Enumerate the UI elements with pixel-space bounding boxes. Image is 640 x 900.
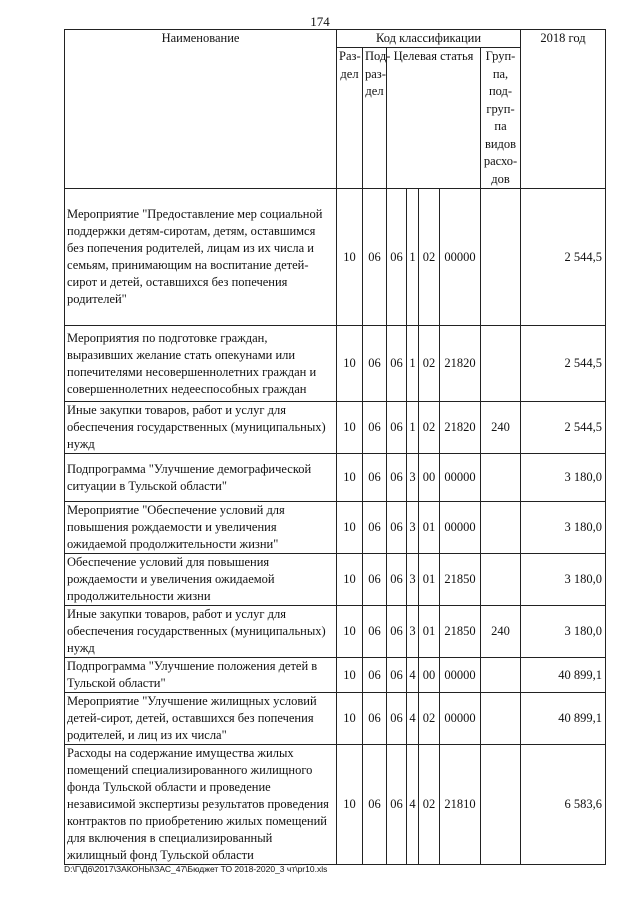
row-section: 10 [337,554,363,606]
row-target-part-2: 4 [407,658,419,693]
row-subsection: 06 [363,658,387,693]
row-target-part-4: 00000 [440,454,481,502]
row-group: 240 [481,606,521,658]
row-amount: 2 544,5 [521,326,606,402]
row-target-part-3: 02 [419,402,440,454]
header-subsection: Под- раз- дел [363,48,387,189]
row-section: 10 [337,606,363,658]
row-subsection: 06 [363,326,387,402]
row-group [481,502,521,554]
row-target-part-4: 00000 [440,502,481,554]
row-name: Обеспечение условий для повышения рождаемости и увеличения ожидаемой продолжительности жизни [65,554,337,606]
row-target-part-4: 21820 [440,402,481,454]
row-target-part-3: 02 [419,189,440,326]
row-target-part-4: 21810 [440,745,481,865]
table-row [65,326,606,402]
row-group: 240 [481,402,521,454]
row-group [481,658,521,693]
row-name: Подпрограмма "Улучшение демографической ситуации в Тульской области" [65,454,337,502]
row-name: Мероприятие "Улучшение жилищных условий детей-сирот, детей, оставшихся без попечения родителей, и лиц из их числа" [65,693,337,745]
row-target-part-1: 06 [387,606,407,658]
row-name: Мероприятие "Предоставление мер социальной поддержки детям-сиротам, детям, оставшимся без попечения родителей, лицам из их числа и семьям, принимающим на воспитание детей-сирот и детей, оставшихся без попечения родителей" [65,189,337,326]
row-name: Расходы на содержание имущества жилых помещений специализированного жилищного фонда Тульской области и проведение независимой экспертизы результатов проведения контрактов по приобретению жилых помещений для включения в специализированный жилищный фонд Тульской области [65,745,337,865]
row-amount: 3 180,0 [521,554,606,606]
row-amount: 40 899,1 [521,693,606,745]
row-target-part-2: 1 [407,326,419,402]
row-target-part-3: 00 [419,658,440,693]
row-subsection: 06 [363,606,387,658]
row-subsection: 06 [363,554,387,606]
row-target-part-4: 00000 [440,189,481,326]
row-section: 10 [337,326,363,402]
row-name: Мероприятия по подготовке граждан, выразивших желание стать опекунами или попечителями несовершеннолетних граждан и совершеннолетних недееспособных граждан [65,326,337,402]
row-group [481,554,521,606]
table-row [65,454,606,502]
row-section: 10 [337,502,363,554]
row-target-part-1: 06 [387,658,407,693]
row-target-part-3: 02 [419,745,440,865]
row-subsection: 06 [363,502,387,554]
row-target-part-1: 06 [387,745,407,865]
row-target-part-1: 06 [387,326,407,402]
row-target-part-2: 4 [407,693,419,745]
row-target-part-3: 00 [419,454,440,502]
row-subsection: 06 [363,693,387,745]
row-group [481,693,521,745]
row-target-part-2: 3 [407,454,419,502]
row-name: Иные закупки товаров, работ и услуг для обеспечения государственных (муниципальных) нужд [65,402,337,454]
row-target-part-4: 00000 [440,658,481,693]
row-target-part-4: 00000 [440,693,481,745]
table-row [65,745,606,865]
row-target-part-2: 4 [407,745,419,865]
row-target-part-3: 02 [419,326,440,402]
header-name: Наименование [65,30,337,189]
row-name: Мероприятие "Обеспечение условий для повышения рождаемости и увеличения ожидаемой продолжительности жизни" [65,502,337,554]
row-amount: 3 180,0 [521,454,606,502]
row-section: 10 [337,454,363,502]
header-section: Раз- дел [337,48,363,189]
row-section: 10 [337,189,363,326]
row-target-part-2: 1 [407,189,419,326]
row-group [481,745,521,865]
row-section: 10 [337,402,363,454]
row-target-part-3: 01 [419,606,440,658]
row-target-part-1: 06 [387,554,407,606]
row-group [481,189,521,326]
row-subsection: 06 [363,454,387,502]
header-group: Груп- па, под- груп- па видов расхо- дов [481,48,521,189]
header-classification: Код классификации [337,30,521,48]
footer-file-path: D:\Г\Д6\2017\ЗАКОНЫ\ЗАС_47\Бюджет ТО 2018-2020_3 чт\pr10.xls [64,864,328,874]
row-target-part-2: 3 [407,554,419,606]
row-section: 10 [337,658,363,693]
row-target-part-4: 21850 [440,606,481,658]
budget-table [64,29,606,865]
row-target-part-2: 3 [407,502,419,554]
row-target-part-1: 06 [387,402,407,454]
row-section: 10 [337,693,363,745]
row-subsection: 06 [363,189,387,326]
row-amount: 2 544,5 [521,402,606,454]
row-target-part-3: 01 [419,502,440,554]
row-subsection: 06 [363,402,387,454]
row-target-part-1: 06 [387,693,407,745]
row-amount: 2 544,5 [521,189,606,326]
row-amount: 6 583,6 [521,745,606,865]
row-amount: 3 180,0 [521,502,606,554]
row-group [481,326,521,402]
header-year: 2018 год [521,30,606,189]
table-row [65,658,606,693]
table-row [65,189,606,326]
row-target-part-3: 01 [419,554,440,606]
row-subsection: 06 [363,745,387,865]
row-target-part-2: 1 [407,402,419,454]
row-group [481,454,521,502]
table-row [65,554,606,606]
row-target-part-1: 06 [387,502,407,554]
row-name: Подпрограмма "Улучшение положения детей в Тульской области" [65,658,337,693]
row-target-part-4: 21850 [440,554,481,606]
row-target-part-4: 21820 [440,326,481,402]
row-amount: 40 899,1 [521,658,606,693]
row-target-part-1: 06 [387,189,407,326]
row-target-part-2: 3 [407,606,419,658]
table-row [65,502,606,554]
row-name: Иные закупки товаров, работ и услуг для обеспечения государственных (муниципальных) нужд [65,606,337,658]
row-target-part-3: 02 [419,693,440,745]
page-number: 174 [310,14,330,29]
row-section: 10 [337,745,363,865]
row-amount: 3 180,0 [521,606,606,658]
table-row [65,402,606,454]
table-row [65,606,606,658]
table-row [65,693,606,745]
row-target-part-1: 06 [387,454,407,502]
header-target: Целевая статья [387,48,481,189]
